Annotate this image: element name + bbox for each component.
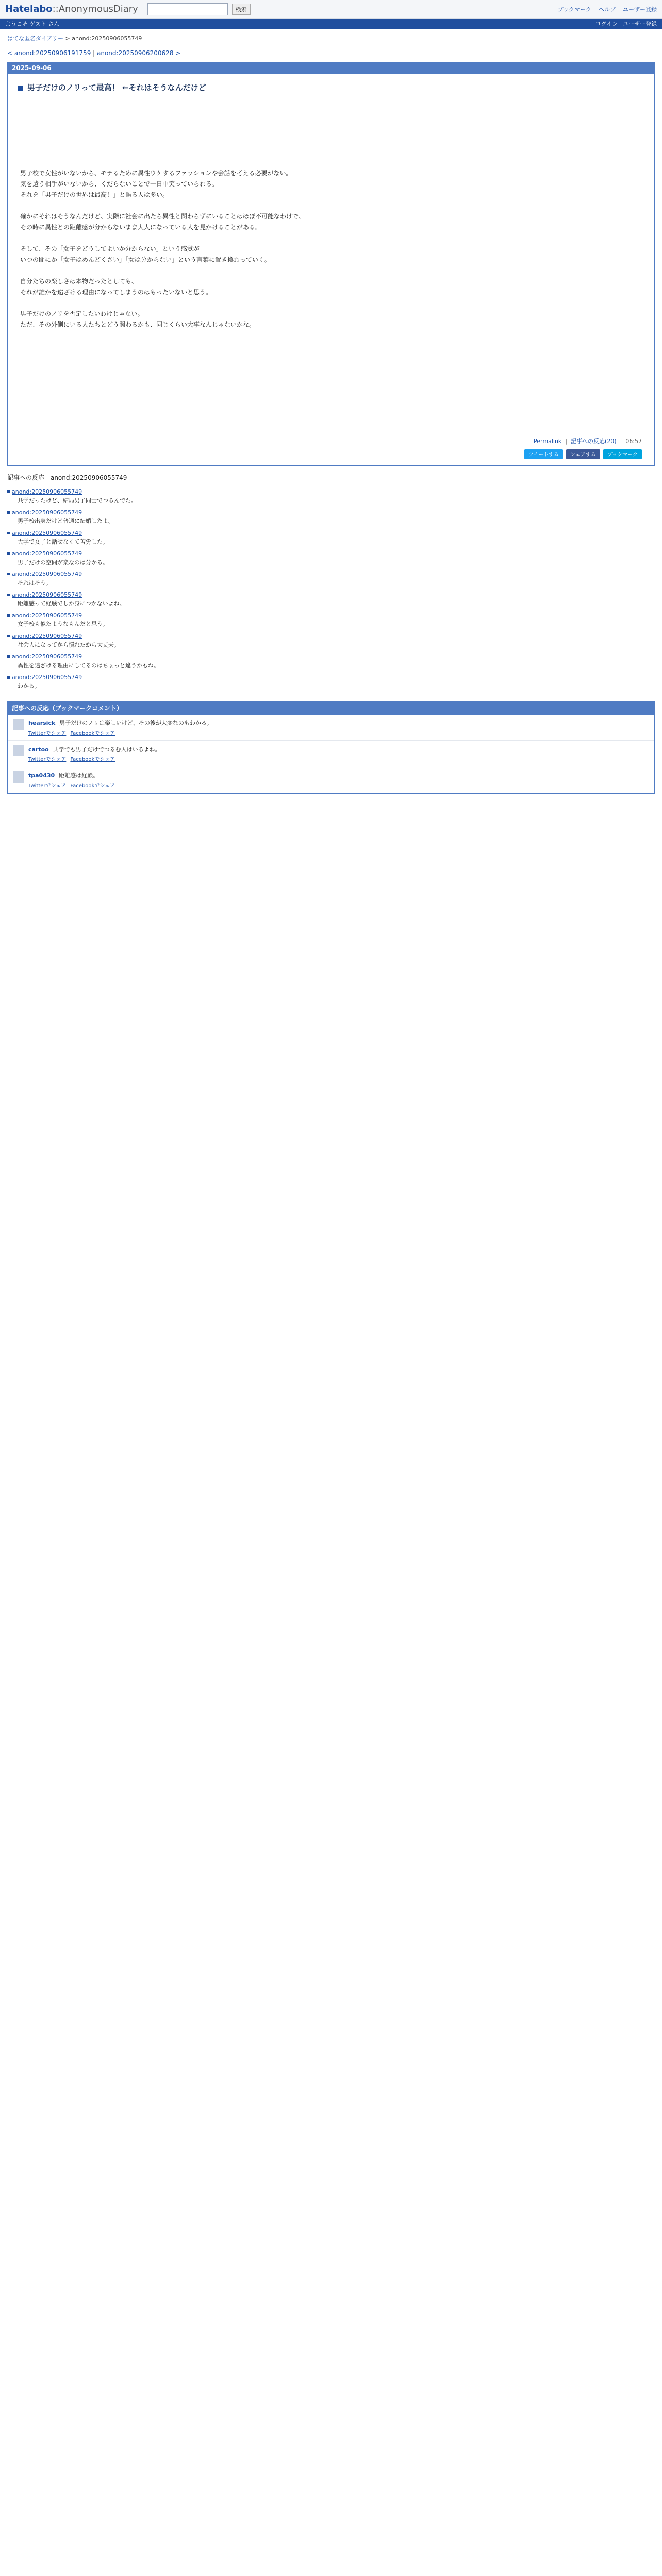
bookmark-comments: [7, 701, 655, 794]
logo-sub: ::AnonymousDiary: [52, 4, 138, 14]
header-links: [558, 5, 657, 13]
reference-text: それはそう。: [18, 580, 52, 586]
breadcrumb-current: anond:20250906055749: [72, 35, 142, 42]
bullet-icon: [7, 676, 10, 679]
breadcrumb-sep: >: [63, 35, 72, 42]
bookmark-user[interactable]: tpa0430: [28, 772, 55, 779]
reference-text: 距離感って経験でしか身につかないよね。: [18, 600, 125, 607]
header-link-help[interactable]: ヘルプ: [599, 6, 616, 13]
reference-item: [7, 633, 655, 651]
article-paragraph: その時に異性との距離感が分からないまま大人になっている人を見かけることがある。: [20, 224, 262, 231]
pager-prev[interactable]: < anond:20250906191759: [7, 49, 91, 57]
reference-text: 社会人になってから慣れたから大丈夫。: [18, 641, 120, 648]
permalink-link[interactable]: Permalink: [534, 438, 562, 445]
article-title[interactable]: [8, 74, 654, 93]
reference-thread: [7, 488, 655, 692]
reference-item: [7, 674, 655, 692]
login-link[interactable]: ログイン: [595, 21, 618, 27]
bookmark-row: [8, 715, 654, 741]
reference-header: [7, 612, 655, 619]
article-paragraph: [20, 374, 642, 384]
bookmark-heading: 記事への反応（ブックマークコメント）: [8, 702, 654, 715]
reference-link[interactable]: anond:20250906055749: [12, 509, 82, 516]
reference-link[interactable]: anond:20250906055749: [12, 488, 82, 495]
article-paragraph: それが誰かを遠ざける理由になってしまうのはもったいないと思う。: [20, 289, 212, 296]
reference-item: [7, 530, 655, 548]
breadcrumb: [0, 29, 662, 42]
bullet-icon: [7, 532, 10, 534]
title-square-icon: [18, 86, 23, 91]
article-paragraph: それを「男子だけの世界は最高！」と語る人は多い。: [20, 191, 169, 198]
reference-item: [7, 571, 655, 589]
reference-text: 男子校出身だけど普通に結婚したよ。: [18, 518, 114, 524]
avatar[interactable]: [13, 719, 24, 730]
article-paragraph: いつの間にか「女子はめんどくさい」「女は分からない」という言葉に置き換わっていく。: [20, 256, 271, 263]
article: [7, 62, 655, 466]
article-paragraph: [20, 298, 642, 309]
header-link-bookmark[interactable]: ブックマーク: [557, 6, 591, 13]
reference-link[interactable]: anond:20250906055749: [12, 612, 82, 619]
facebook-share-link[interactable]: Facebookでシェア: [70, 731, 115, 736]
references-heading: 記事への反応 - anond:20250906055749: [7, 473, 655, 484]
bookmark-meta: [28, 755, 161, 762]
article-body: [8, 93, 654, 434]
avatar[interactable]: [13, 771, 24, 783]
reference-header: [7, 653, 655, 660]
welcome-text: ようこそ ゲスト さん: [5, 21, 60, 27]
article-paragraph: 自分たちの楽しさは本物だったとしても、: [20, 278, 138, 285]
site-logo[interactable]: [5, 4, 138, 14]
header-link-register[interactable]: ユーザー登録: [623, 6, 657, 13]
article-paragraph: [20, 135, 642, 146]
pager-next[interactable]: anond:20250906200628 >: [97, 49, 181, 57]
reference-item: [7, 509, 655, 527]
twitter-share-link[interactable]: Twitterでシェア: [28, 783, 67, 789]
article-paragraph: そして、その「女子をどうしてよいか分からない」という感覚が: [20, 245, 200, 252]
bookmark-list: [8, 715, 654, 793]
pager-sep: |: [91, 49, 97, 57]
tweet-button[interactable]: ツイートする: [524, 449, 563, 459]
reference-link[interactable]: anond:20250906055749: [12, 591, 82, 598]
reference-item: [7, 488, 655, 506]
article-paragraph: [20, 200, 642, 211]
article-paragraph: [20, 157, 642, 168]
bullet-icon: [7, 655, 10, 658]
article-paragraph: ただ、その外側にいる人たちとどう関わるかも、同じくらい大事なんじゃないかな。: [20, 321, 256, 328]
sub-bar: [0, 19, 662, 29]
bullet-icon: [7, 552, 10, 555]
reference-item: [7, 653, 655, 671]
logo-main: Hatelabo: [5, 4, 53, 14]
bookmark-user[interactable]: hearsick: [28, 720, 56, 726]
reference-text: わかる。: [18, 683, 40, 689]
article-paragraph: [20, 384, 642, 395]
article-paragraph: [20, 395, 642, 406]
reference-header: [7, 591, 655, 598]
reference-item: [7, 612, 655, 630]
facebook-share-link[interactable]: Facebookでシェア: [70, 783, 115, 789]
bullet-icon: [7, 573, 10, 575]
bookmark-comment: 距離感は経験。: [59, 772, 99, 779]
share-buttons: [8, 449, 654, 465]
bullet-icon: [7, 614, 10, 617]
pager: [0, 42, 662, 60]
reference-header: [7, 550, 655, 557]
avatar[interactable]: [13, 745, 24, 756]
bullet-icon: [7, 635, 10, 637]
search-input[interactable]: [147, 3, 228, 15]
reference-item: [7, 591, 655, 609]
reference-text: 異性を遠ざける理由にしてるのはちょっと違うかもね。: [18, 662, 159, 669]
reference-link[interactable]: anond:20250906055749: [12, 571, 82, 578]
reference-link[interactable]: anond:20250906055749: [12, 653, 82, 660]
bookmark-meta: [28, 728, 212, 736]
facebook-share-link[interactable]: Facebookでシェア: [70, 757, 115, 762]
hatena-bookmark-button[interactable]: ブックマーク: [603, 449, 642, 459]
register-link[interactable]: ユーザー登録: [623, 21, 657, 27]
reference-text: 共学だったけど、結局男子同士でつるんでた。: [18, 497, 137, 504]
bullet-icon: [7, 490, 10, 493]
reference-item: [7, 550, 655, 568]
bullet-icon: [7, 511, 10, 514]
article-paragraph: [20, 363, 642, 374]
article-paragraph: [20, 233, 642, 244]
reference-header: [7, 633, 655, 639]
bullet-icon: [7, 594, 10, 596]
article-title-text: 男子だけのノリって最高！ ←それはそうなんだけど: [27, 83, 206, 92]
reference-link[interactable]: anond:20250906055749: [12, 530, 82, 536]
article-paragraph: [20, 417, 642, 428]
bookmark-row: [8, 767, 654, 793]
reference-header: [7, 674, 655, 681]
reference-link[interactable]: anond:20250906055749: [12, 633, 82, 639]
article-paragraph: [20, 330, 642, 341]
footer-time: 06:57: [625, 438, 642, 445]
article-paragraph: [20, 265, 642, 276]
article-paragraph: [20, 114, 642, 125]
reference-text: 女子校も似たようなもんだと思う。: [18, 621, 108, 628]
article-paragraph: [20, 146, 642, 157]
article-paragraph: 確かにそれはそうなんだけど、実際に社会に出たら異性と関わらずにいることはほぼ不可能なわけで、: [20, 213, 305, 220]
article-date: 2025-09-06: [8, 62, 654, 74]
bookmark-user[interactable]: cartoo: [28, 746, 49, 753]
facebook-share-button[interactable]: シェアする: [566, 449, 600, 459]
reference-link[interactable]: anond:20250906055749: [12, 674, 82, 681]
search-button[interactable]: 検索: [232, 4, 251, 15]
article-paragraph: [20, 125, 642, 135]
reference-header: [7, 488, 655, 495]
article-footer: Permalink | 記事への反応(20) | 06:57: [534, 438, 642, 445]
article-paragraph: 男子校で女性がいないから、モテるために異性ウケするファッションや会話を考える必要がない。: [20, 170, 292, 177]
bookmark-meta: [28, 781, 119, 789]
reference-link[interactable]: anond:20250906055749: [12, 550, 82, 557]
article-paragraph: [20, 103, 642, 114]
article-paragraph: 男子だけのノリを否定したいわけじゃない。: [20, 310, 144, 317]
refs-link[interactable]: 記事への反応(20): [571, 438, 617, 445]
article-paragraph: [20, 406, 642, 417]
reference-text: 大学で女子と話せなくて苦労した。: [18, 538, 108, 545]
site-header: [0, 0, 662, 19]
breadcrumb-home[interactable]: はてな匿名ダイアリー: [7, 35, 64, 42]
article-paragraph: [20, 352, 642, 363]
reference-header: [7, 530, 655, 536]
bookmark-comment: 男子だけのノリは楽しいけど、その後が大変なのもわかる。: [59, 720, 212, 726]
twitter-share-link[interactable]: Twitterでシェア: [28, 731, 67, 736]
twitter-share-link[interactable]: Twitterでシェア: [28, 757, 67, 762]
reference-header: [7, 509, 655, 516]
bookmark-row: [8, 741, 654, 767]
article-paragraph: 気を遣う相手がいないから、くだらないことで一日中笑っていられる。: [20, 180, 219, 188]
article-paragraph: [20, 341, 642, 352]
reference-text: 男子だけの空間が楽なのは分かる。: [18, 559, 108, 566]
reference-header: [7, 571, 655, 578]
bookmark-comment: 共学でも男子だけでつるむ人はいるよね。: [53, 746, 161, 753]
